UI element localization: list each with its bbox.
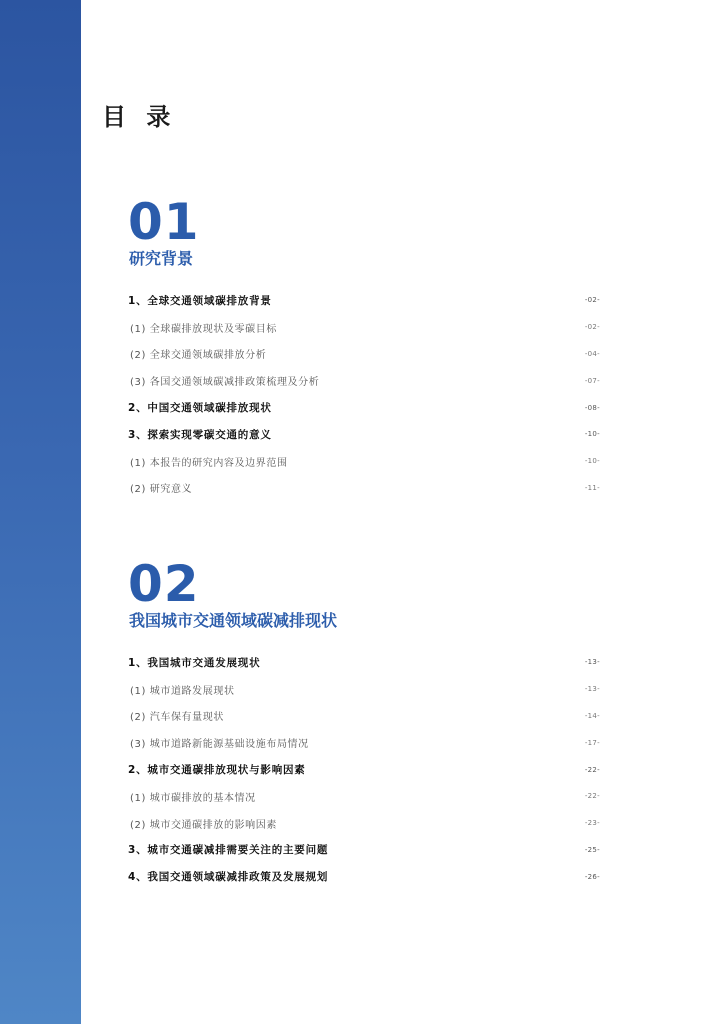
toc-entry-page-number: -02- bbox=[584, 323, 600, 332]
toc-entry[interactable] bbox=[128, 837, 608, 864]
toc-entry-page-number: -04- bbox=[584, 349, 600, 358]
toc-entry-page-number: -13- bbox=[584, 658, 600, 667]
toc-entry-label: (1) 城市道路发展现状 bbox=[130, 685, 235, 697]
toc-entry-label: (2) 全球交通领域碳排放分析 bbox=[130, 350, 267, 362]
toc-entry[interactable] bbox=[128, 810, 608, 837]
toc-entry-page-number: -23- bbox=[584, 819, 600, 828]
toc-entry-label: (1) 全球碳排放现状及零碳目标 bbox=[130, 323, 277, 335]
toc-entry-label: (2) 汽车保有量现状 bbox=[130, 712, 224, 724]
toc-entry[interactable] bbox=[128, 421, 608, 448]
toc-entry[interactable] bbox=[128, 703, 608, 730]
toc-entry[interactable] bbox=[128, 287, 608, 314]
toc-entry-label: 2、中国交通领域碳排放现状 bbox=[128, 402, 272, 415]
section-number: 01 bbox=[128, 193, 200, 251]
toc-entry-label: 3、城市交通碳减排需要关注的主要问题 bbox=[128, 844, 329, 857]
toc-entry-page-number: -22- bbox=[584, 792, 600, 801]
toc-section-02 bbox=[128, 555, 608, 890]
toc-entry[interactable] bbox=[128, 729, 608, 756]
toc-entry-label: (3) 各国交通领域碳减排政策梳理及分析 bbox=[130, 377, 320, 389]
toc-entry-page-number: -07- bbox=[584, 376, 600, 385]
toc-entry-page-number: -11- bbox=[584, 483, 600, 492]
toc-entry-list bbox=[128, 287, 608, 501]
toc-entry-label: 4、我国交通领域碳减排政策及发展规划 bbox=[128, 871, 329, 884]
toc-entry[interactable] bbox=[128, 649, 608, 676]
toc-entry-page-number: -10- bbox=[584, 457, 600, 466]
toc-entry-page-number: -25- bbox=[584, 845, 600, 854]
toc-entry[interactable] bbox=[128, 863, 608, 890]
toc-entry[interactable] bbox=[128, 341, 608, 368]
toc-entry-page-number: -13- bbox=[584, 685, 600, 694]
toc-entry-page-number: -17- bbox=[584, 738, 600, 747]
section-title: 研究背景 bbox=[129, 249, 194, 268]
toc-entry-page-number: -14- bbox=[584, 711, 600, 720]
toc-entry[interactable] bbox=[128, 475, 608, 502]
toc-entry[interactable] bbox=[128, 394, 608, 421]
section-number: 02 bbox=[128, 555, 200, 613]
toc-entry-list bbox=[128, 649, 608, 890]
toc-entry-page-number: -08- bbox=[584, 403, 600, 412]
toc-entry-label: 1、全球交通领域碳排放背景 bbox=[128, 294, 272, 307]
toc-entry-label: (2) 城市交通碳排放的影响因素 bbox=[130, 819, 277, 831]
toc-entry-label: (3) 城市道路新能源基础设施布局情况 bbox=[130, 739, 309, 751]
toc-entry-page-number: -10- bbox=[584, 430, 600, 439]
toc-entry-label: 3、探索实现零碳交通的意义 bbox=[128, 428, 272, 441]
toc-entry[interactable] bbox=[128, 314, 608, 341]
toc-entry-page-number: -02- bbox=[584, 296, 600, 305]
toc-entry[interactable] bbox=[128, 783, 608, 810]
toc-title: 目 录 bbox=[102, 103, 177, 131]
toc-entry[interactable] bbox=[128, 448, 608, 475]
side-color-band bbox=[0, 0, 81, 1024]
toc-entry-page-number: -26- bbox=[584, 872, 600, 881]
section-title: 我国城市交通领域碳减排现状 bbox=[129, 611, 338, 630]
toc-section-01 bbox=[128, 193, 608, 501]
toc-entry[interactable] bbox=[128, 367, 608, 394]
toc-entry-label: 2、城市交通碳排放现状与影响因素 bbox=[128, 764, 306, 777]
toc-entry-label: 1、我国城市交通发展现状 bbox=[128, 656, 261, 669]
toc-entry[interactable] bbox=[128, 756, 608, 783]
toc-entry[interactable] bbox=[128, 676, 608, 703]
toc-entry-label: (1) 城市碳排放的基本情况 bbox=[130, 792, 256, 804]
toc-entry-label: (2) 研究意义 bbox=[130, 484, 193, 496]
toc-entry-label: (1) 本报告的研究内容及边界范围 bbox=[130, 457, 288, 469]
toc-entry-page-number: -22- bbox=[584, 765, 600, 774]
